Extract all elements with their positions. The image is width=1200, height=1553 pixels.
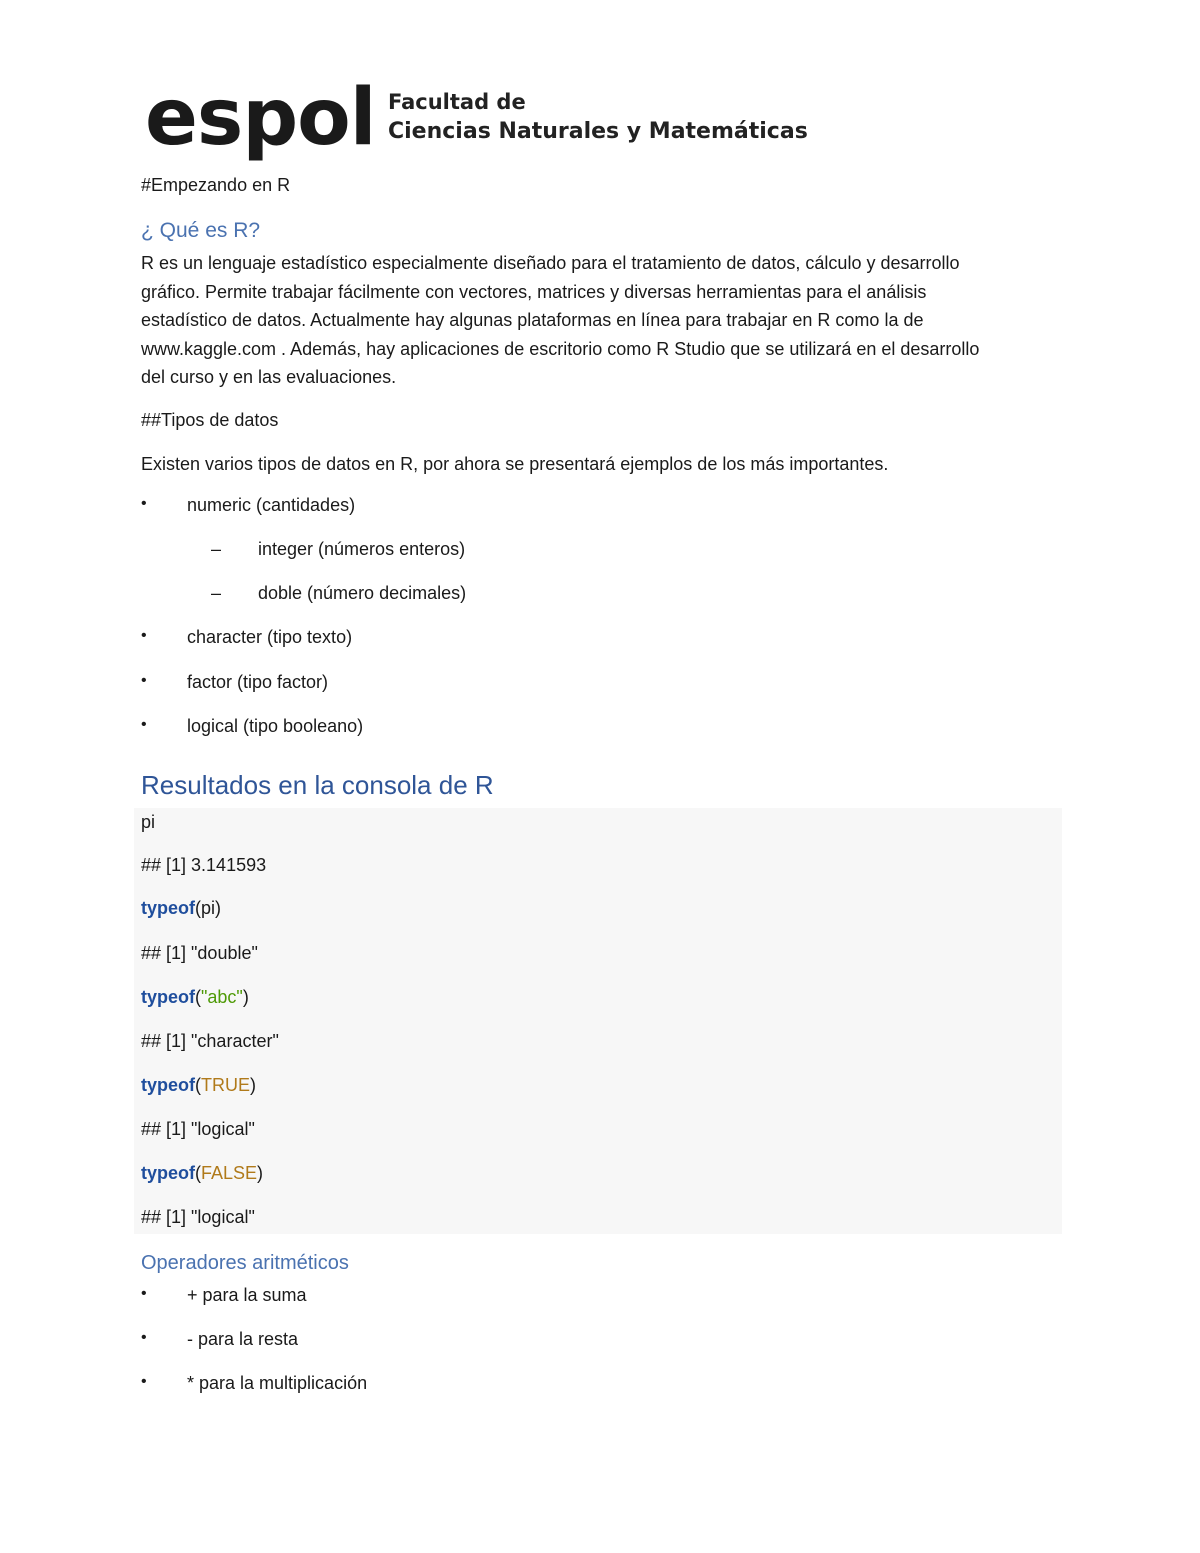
- code-line: [141, 898, 221, 919]
- intro-line: gráfico. Permite trabajar fácilmente con vectores, matrices y diversas herramientas para el análisis: [141, 281, 927, 302]
- sub-list-item-label: integer (números enteros): [258, 539, 466, 559]
- intro-paragraph: [141, 249, 1071, 392]
- code-output: ## [1] 3.141593: [141, 855, 267, 875]
- faculty-line2: Ciencias Naturales y Matemáticas: [388, 119, 808, 144]
- code-paren: (: [195, 1163, 201, 1183]
- code-paren: (: [195, 898, 201, 918]
- code-line: [141, 1075, 256, 1096]
- operators-heading: Operadores aritméticos: [141, 1252, 349, 1274]
- code-block: [134, 808, 1062, 1234]
- intro-line: estadístico de datos. Actualmente hay algunas plataformas en línea para trabajar en R como la de: [141, 310, 924, 331]
- bullet-icon: •: [141, 627, 147, 644]
- code-keyword: typeof: [141, 898, 195, 918]
- types-intro: Existen varios tipos de datos en R, por ahora se presentará ejemplos de los más importantes.: [141, 454, 889, 474]
- intro-line: www.kaggle.com . Además, hay aplicaciones de escritorio como R Studio que se utilizará en el desarrollo: [141, 338, 980, 359]
- code-constant: FALSE: [201, 1163, 258, 1183]
- bullet-icon: •: [141, 495, 147, 512]
- code-paren: (: [195, 987, 201, 1007]
- list-item-label: numeric (cantidades): [187, 495, 356, 515]
- bullet-icon: •: [141, 672, 147, 689]
- dash-icon: –: [211, 539, 222, 559]
- list-item-label: character (tipo texto): [187, 627, 353, 647]
- code-output: ## [1] "double": [141, 943, 258, 963]
- start-heading: #Empezando en R: [141, 175, 291, 195]
- code-string: "abc": [201, 987, 243, 1007]
- faculty-line1: Facultad de: [388, 90, 526, 114]
- list-item-label: * para la multiplicación: [187, 1373, 368, 1393]
- intro-line: R es un lenguaje estadístico especialmente diseñado para el tratamiento de datos, cálculo y desarrollo: [141, 253, 960, 273]
- what-is-r-heading: ¿ Qué es R?: [141, 219, 261, 242]
- code-paren: ): [242, 987, 249, 1007]
- code-arg: pi: [201, 898, 216, 918]
- code-keyword: typeof: [141, 1163, 195, 1183]
- list-item-label: + para la suma: [187, 1285, 307, 1305]
- intro-line: del curso y en las evaluaciones.: [141, 367, 397, 388]
- list-item-label: logical (tipo booleano): [187, 716, 364, 736]
- list-item-label: - para la resta: [187, 1329, 299, 1349]
- code-line: pi: [141, 812, 156, 832]
- code-line: [141, 1163, 263, 1184]
- espol-logo: [145, 72, 865, 167]
- code-output: ## [1] "logical": [141, 1119, 255, 1139]
- dash-icon: –: [211, 583, 222, 603]
- bullet-icon: •: [141, 1329, 147, 1346]
- code-paren: (: [195, 1075, 201, 1095]
- code-paren: ): [257, 1163, 264, 1183]
- list-item-label: factor (tipo factor): [187, 672, 329, 692]
- code-keyword: typeof: [141, 987, 195, 1007]
- code-paren: ): [250, 1075, 256, 1095]
- code-constant: TRUE: [201, 1075, 250, 1095]
- code-keyword: typeof: [141, 1075, 195, 1095]
- code-output: ## [1] "character": [141, 1031, 279, 1051]
- code-line: [141, 987, 249, 1008]
- bullet-icon: •: [141, 1373, 147, 1390]
- console-heading: Resultados en la consola de R: [141, 770, 494, 800]
- logo-wordmark: espol: [145, 73, 376, 163]
- types-heading: ##Tipos de datos: [141, 410, 279, 430]
- sub-list-item-label: doble (número decimales): [258, 583, 467, 603]
- code-paren: ): [215, 898, 222, 918]
- bullet-icon: •: [141, 1285, 147, 1302]
- code-output: ## [1] "logical": [141, 1207, 255, 1227]
- bullet-icon: •: [141, 716, 147, 733]
